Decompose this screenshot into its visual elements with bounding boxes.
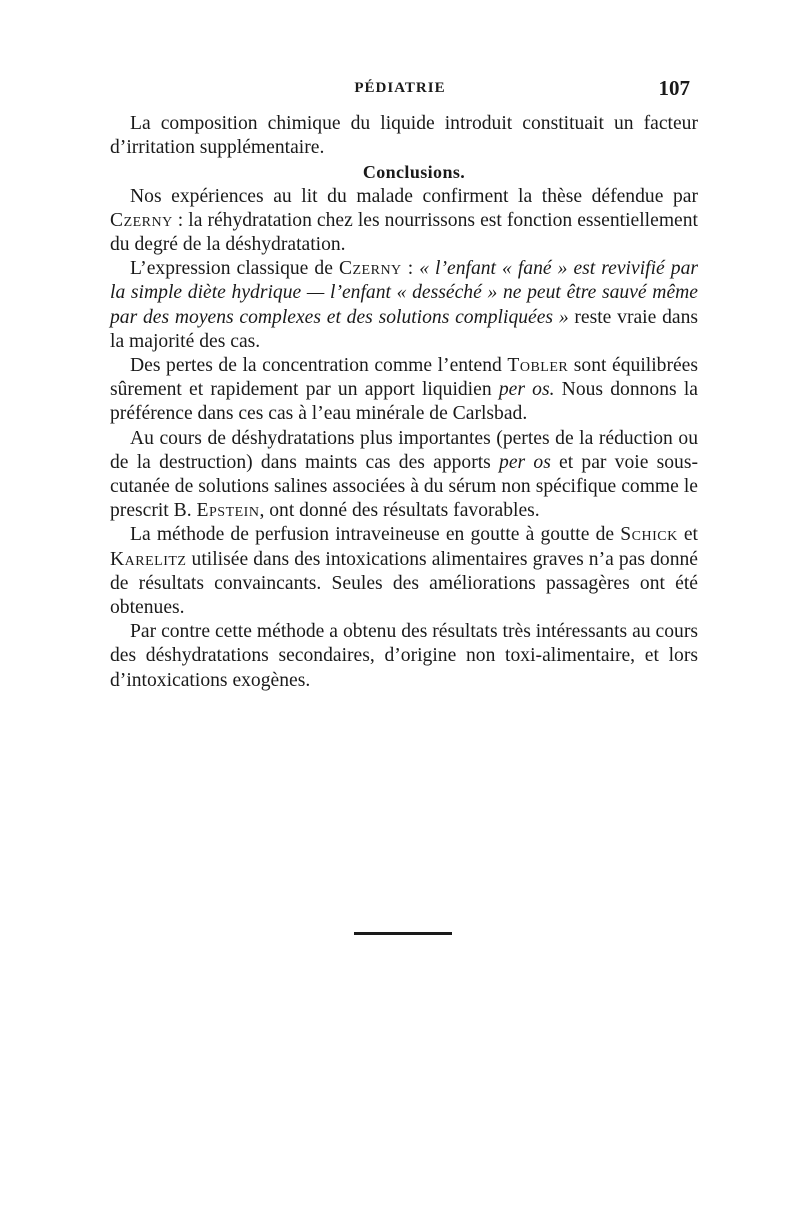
author-name-karelitz: Karelitz — [110, 548, 187, 570]
paragraph-1-text-a: Nos expériences au lit du malade confirment la thèse défendue par — [130, 185, 698, 207]
paragraph-5-text-a: La méthode de perfusion intraveineuse en goutte à goutte de — [130, 524, 621, 546]
per-os-italic-2: per os — [499, 451, 551, 473]
paragraph-3 — [110, 354, 698, 427]
quotation-italic: « l’enfant « fané » est revivifié par la simple diète hydrique — l’enfant « desséché » ne peut être sauvé même par des moyens complexes et des solutions compliquées » — [110, 258, 698, 328]
page-header — [110, 76, 690, 104]
end-rule — [354, 932, 452, 935]
paragraph-5 — [110, 523, 698, 620]
paragraph-4 — [110, 427, 698, 524]
paragraph-intro: La composition chimique du liquide introduit constituait un facteur d’irritation supplémentaire. — [110, 113, 698, 159]
page-number: 107 — [658, 76, 690, 100]
body-text — [110, 112, 698, 693]
paragraph-3-text-b: sont équilibrées sûrement et rapidement par un apport liquidien — [110, 355, 698, 401]
paragraph-2-text-a: L’expression classique de — [130, 258, 339, 280]
paragraph-1 — [110, 185, 698, 258]
paragraph-5-text-b: et — [677, 524, 698, 546]
running-title: PÉDIATRIE — [354, 80, 446, 96]
paragraph-2 — [110, 257, 698, 354]
paragraph-6: Par contre cette méthode a obtenu des résultats très intéressants au cours des déshydratations secondaires, d’origine non toxi-alimentaire, et lors d’intoxications exogènes. — [110, 621, 698, 691]
paragraph-1-text-b: : la réhydratation chez les nourrissons est fonction essentiellement du degré de la déshydratation. — [110, 209, 698, 256]
paragraph-2-text-c: reste vraie dans la majorité des cas. — [110, 306, 698, 352]
author-name-schick: Schick — [620, 524, 678, 546]
section-heading: Conclusions. — [362, 162, 466, 183]
per-os-italic: per os. — [498, 379, 555, 401]
author-name-czerny-2: Czerny — [338, 258, 402, 280]
author-name-tobler: Tobler — [507, 355, 569, 377]
paragraph-5-text-c: utilisée dans des intoxications alimentaires graves n’a pas donné de résultats convaincants. Seules des améliorations passagères ont été obtenues. — [110, 548, 698, 619]
paragraph-3-text-c: Nous donnons la préférence dans ces cas à l’eau minérale de Carlsbad. — [110, 379, 698, 425]
author-name-epstein: Epstein — [196, 500, 260, 522]
author-name-czerny: Czerny — [110, 209, 173, 231]
paragraph-4-text-c: , ont donné des résultats favorables. — [259, 500, 540, 522]
paragraph-4-text-b: et par voie sous-cutanée de solutions salines associées à du sérum non spécifique comme le prescrit B. — [110, 451, 699, 522]
paragraph-4-text-a: Au cours de déshydratations plus importantes (pertes de la réduction ou de la destruction) dans maints cas des apports — [110, 427, 698, 473]
paragraph-2-text-b: : — [401, 258, 420, 280]
paragraph-3-text-a: Des pertes de la concentration comme l’entend — [130, 355, 508, 377]
